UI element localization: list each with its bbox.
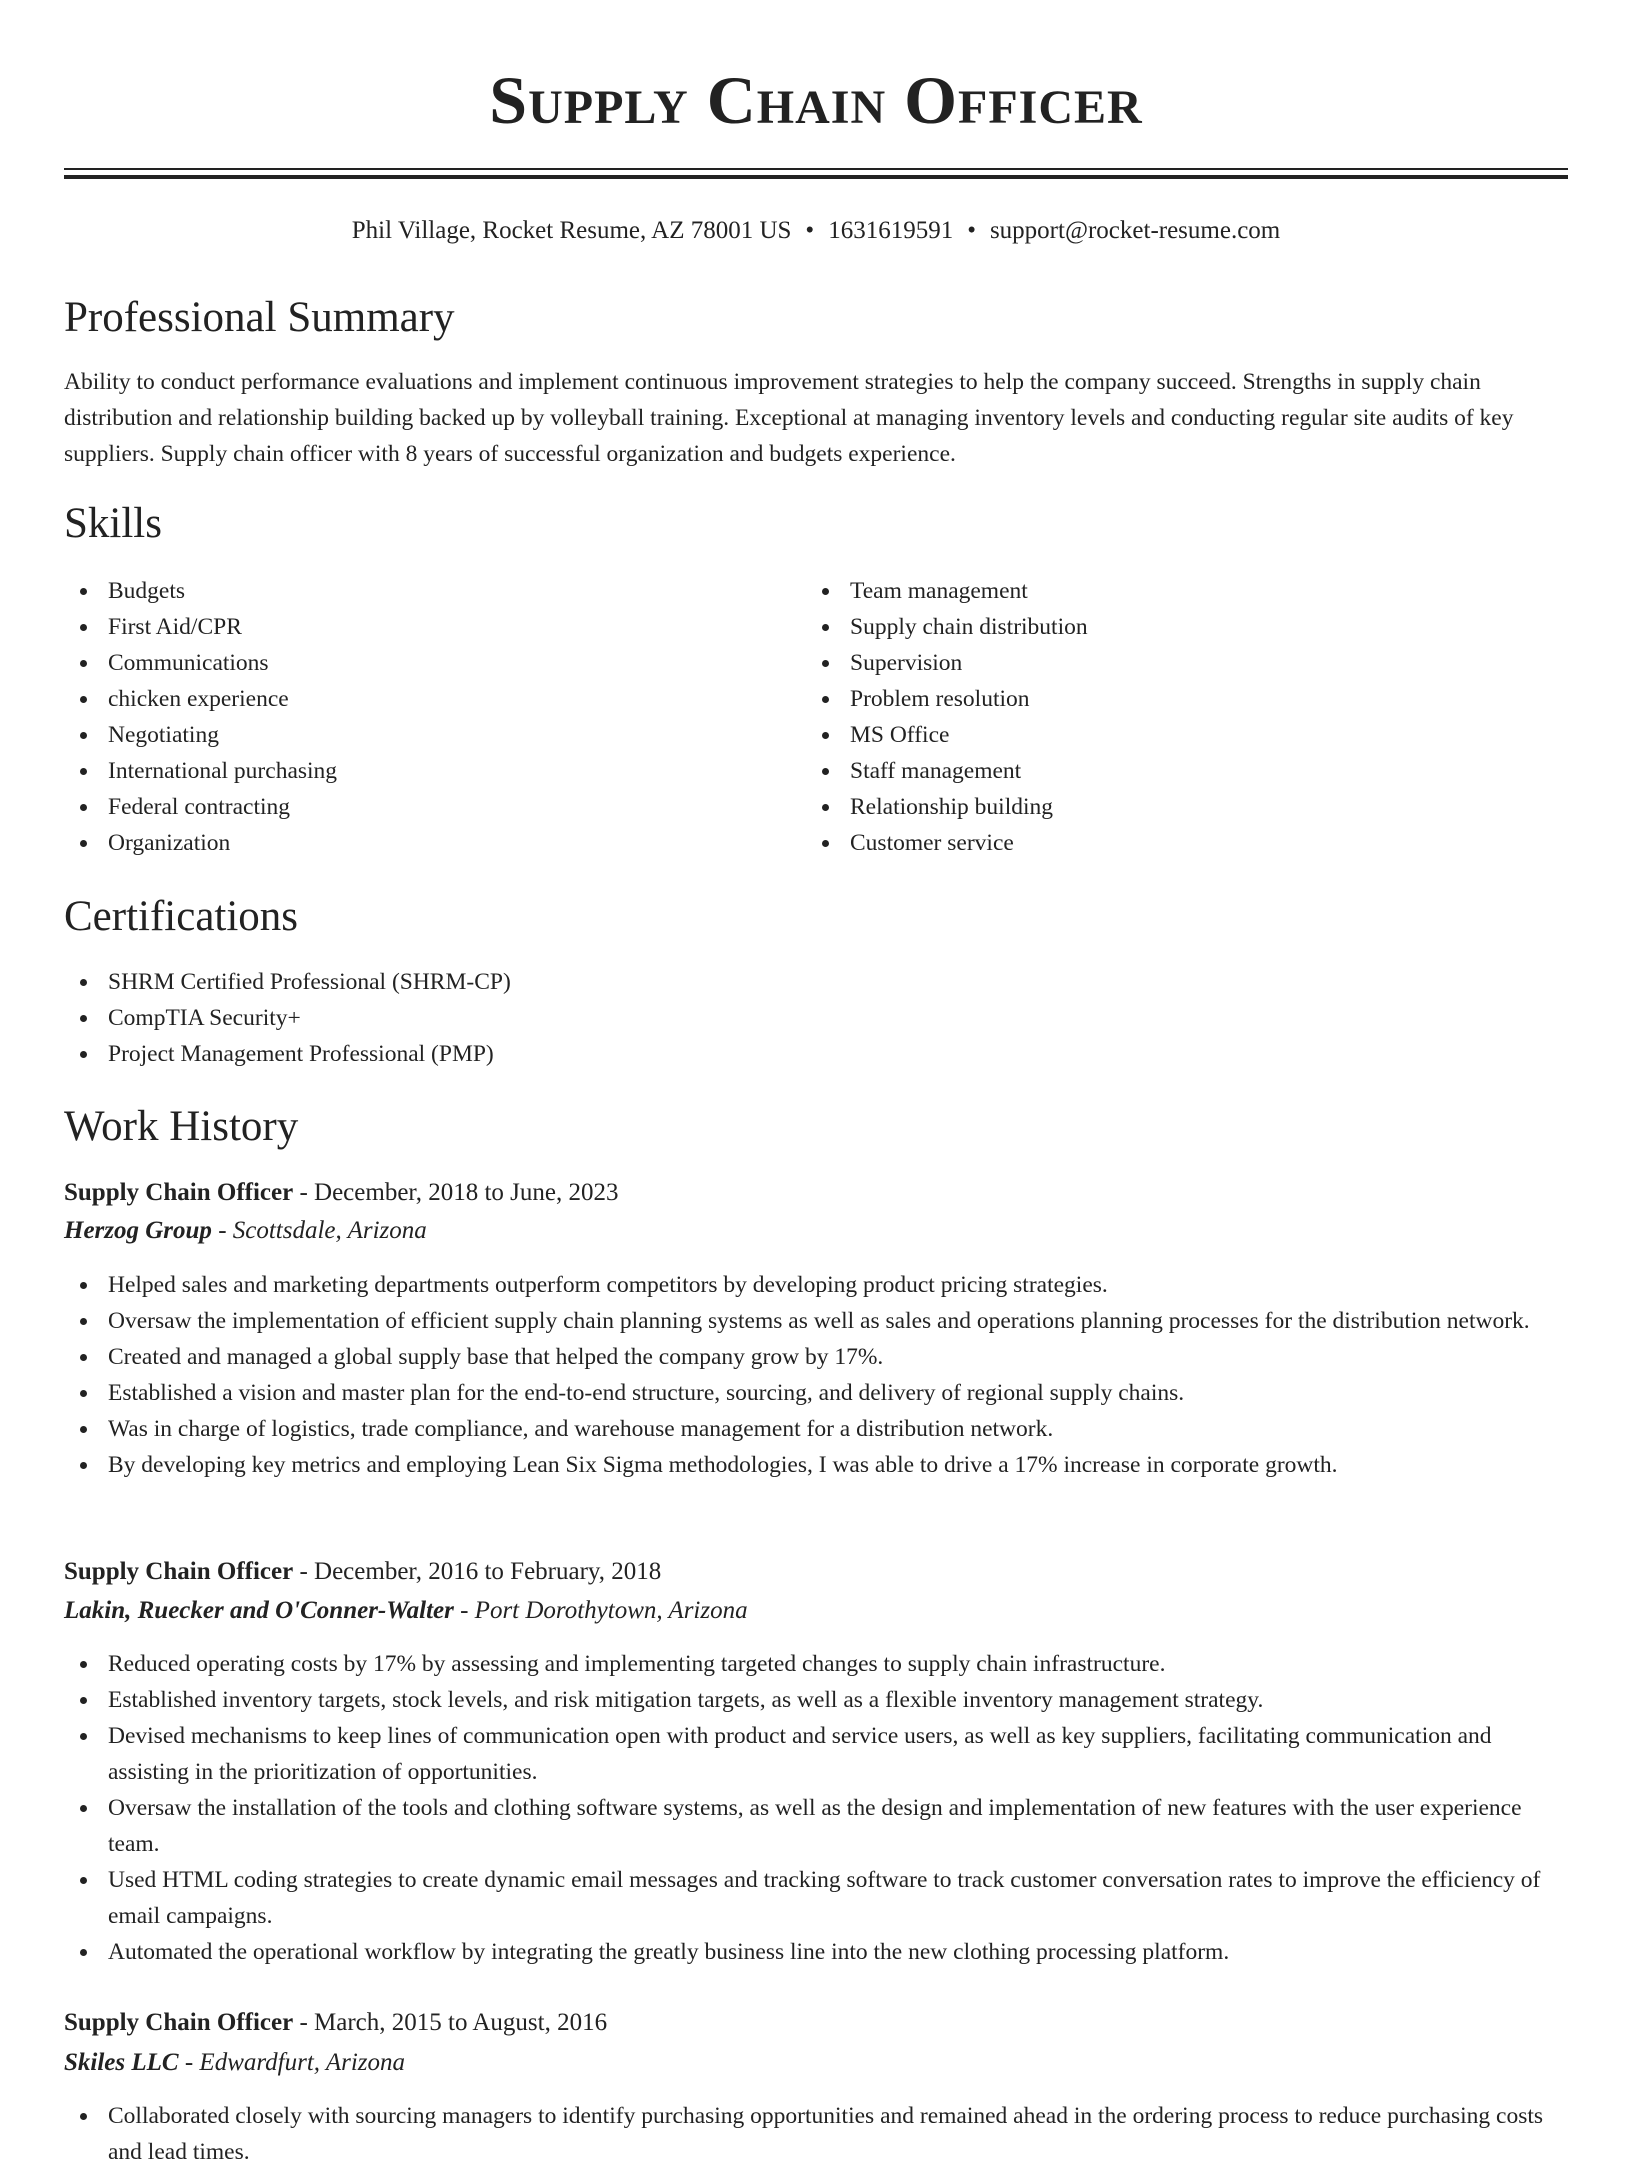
job-bullet: Devised mechanisms to keep lines of communication open with product and service users, as well as key suppliers, facilitating communication and assisting in the prioritization of opportunities. xyxy=(64,1718,1568,1790)
skill-item: International purchasing xyxy=(64,753,764,789)
skill-item: Customer service xyxy=(806,825,1506,861)
skill-item: Communications xyxy=(64,645,764,681)
job-bullet: Reduced operating costs by 17% by assessing and implementing targeted changes to supply chain infrastructure. xyxy=(64,1646,1568,1682)
job-dates: December, 2016 to February, 2018 xyxy=(314,1558,662,1585)
resume-title: Supply Chain Officer xyxy=(489,62,1143,138)
job-location: Edwardfurt, Arizona xyxy=(199,2049,406,2076)
job-bullet: Created and managed a global supply base that helped the company grow by 17%. xyxy=(64,1339,1568,1375)
job-company-line: Lakin, Ruecker and O'Conner-Walter - Port Dorothytown, Arizona xyxy=(64,1597,748,1624)
job-bullet: Used HTML coding strategies to create dynamic email messages and tracking software to track customer conversation rates to improve the efficiency of email campaigns. xyxy=(64,1862,1568,1934)
job-location: Port Dorothytown, Arizona xyxy=(474,1597,748,1624)
skill-item: Staff management xyxy=(806,753,1506,789)
job-bullets xyxy=(64,1646,1568,1970)
job-company: Skiles LLC xyxy=(64,2049,179,2076)
contact-email: support@rocket-resume.com xyxy=(989,217,1281,244)
job-title: Supply Chain Officer xyxy=(64,1558,294,1585)
contact-separator: • xyxy=(967,217,976,244)
summary-text: Ability to conduct performance evaluations and implement continuous improvement strategies to help the company succeed. Strengths in supply chain distribution and relationship building backed up by volleyball training. Exceptional at managing inventory levels and conducting regular site audits of key suppliers. Supply chain officer with 8 years of successful organization and budgets experience. xyxy=(64,369,1514,467)
skill-item: Problem resolution xyxy=(806,681,1506,717)
job-title-line: Supply Chain Officer - December, 2018 to June, 2023 xyxy=(64,1179,619,1206)
skill-item: MS Office xyxy=(806,717,1506,753)
certifications-list xyxy=(64,964,1568,1072)
skill-item: chicken experience xyxy=(64,681,764,717)
job-bullet: Established inventory targets, stock levels, and risk mitigation targets, as well as a flexible inventory management strategy. xyxy=(64,1682,1568,1718)
skill-item: Team management xyxy=(806,573,1506,609)
job-company-line: Skiles LLC - Edwardfurt, Arizona xyxy=(64,2049,406,2076)
title-divider-thin xyxy=(64,168,1568,170)
job-bullets xyxy=(64,2098,1568,2170)
skill-item: Supervision xyxy=(806,645,1506,681)
skill-item: Relationship building xyxy=(806,789,1506,825)
job-bullet: Established a vision and master plan for the end-to-end structure, sourcing, and delivery of regional supply chains. xyxy=(64,1375,1568,1411)
job-title: Supply Chain Officer xyxy=(64,1179,294,1206)
job-bullet: Oversaw the implementation of efficient supply chain planning systems as well as sales and operations planning processes for the distribution network. xyxy=(64,1303,1568,1339)
job-dates: March, 2015 to August, 2016 xyxy=(314,2009,608,2036)
job-bullets xyxy=(64,1267,1568,1483)
certification-item: Project Management Professional (PMP) xyxy=(64,1036,1568,1072)
skill-item: Organization xyxy=(64,825,764,861)
job-location: Scottsdale, Arizona xyxy=(232,1217,427,1244)
contact-address: Phil Village, Rocket Resume, AZ 78001 US xyxy=(351,217,792,244)
certification-item: CompTIA Security+ xyxy=(64,1000,1568,1036)
job-bullet: Collaborated closely with sourcing managers to identify purchasing opportunities and remained ahead in the ordering process to reduce purchasing costs and lead times. xyxy=(64,2098,1568,2170)
skill-item: Supply chain distribution xyxy=(806,609,1506,645)
job-company: Lakin, Ruecker and O'Conner-Walter xyxy=(64,1597,454,1624)
job-company-line: Herzog Group - Scottsdale, Arizona xyxy=(64,1217,427,1244)
job-title-line: Supply Chain Officer - March, 2015 to August, 2016 xyxy=(64,2009,608,2036)
job-title: Supply Chain Officer xyxy=(64,2009,294,2036)
contact-separator: • xyxy=(805,217,815,244)
contact-phone: 1631619591 xyxy=(828,217,954,244)
job-title-line: Supply Chain Officer - December, 2016 to February, 2018 xyxy=(64,1558,662,1585)
job-bullet: Was in charge of logistics, trade compliance, and warehouse management for a distribution network. xyxy=(64,1411,1568,1447)
job-bullet: Helped sales and marketing departments outperform competitors by developing product pricing strategies. xyxy=(64,1267,1568,1303)
job-bullet: Oversaw the installation of the tools and clothing software systems, as well as the design and implementation of new features with the user experience team. xyxy=(64,1790,1568,1862)
skills-list-left xyxy=(64,573,764,861)
certifications-heading: Certifications xyxy=(64,893,299,940)
job-bullet: Automated the operational workflow by integrating the greatly business line into the new clothing processing platform. xyxy=(64,1934,1568,1970)
title-divider-thick xyxy=(64,175,1568,179)
skill-item: Budgets xyxy=(64,573,764,609)
contact-line xyxy=(64,214,1568,248)
work-history-heading: Work History xyxy=(64,1103,299,1150)
skill-item: First Aid/CPR xyxy=(64,609,764,645)
job-dates: December, 2018 to June, 2023 xyxy=(314,1179,619,1206)
job-company: Herzog Group xyxy=(64,1217,212,1244)
certification-item: SHRM Certified Professional (SHRM-CP) xyxy=(64,964,1568,1000)
skills-heading: Skills xyxy=(64,500,162,547)
skills-list-right xyxy=(806,573,1506,861)
skill-item: Federal contracting xyxy=(64,789,764,825)
summary-heading: Professional Summary xyxy=(64,294,455,341)
skill-item: Negotiating xyxy=(64,717,764,753)
job-bullet: By developing key metrics and employing Lean Six Sigma methodologies, I was able to drive a 17% increase in corporate growth. xyxy=(64,1447,1568,1483)
